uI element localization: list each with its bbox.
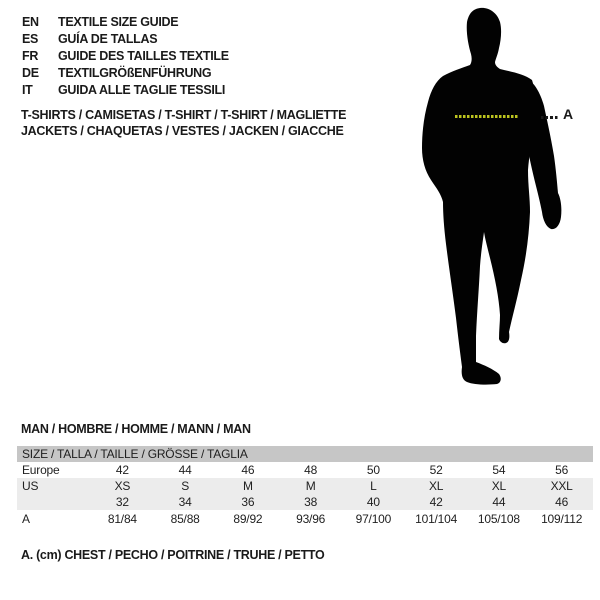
chest-measure-dash-on-body <box>455 115 519 118</box>
table-cell: 89/92 <box>233 512 263 526</box>
table-cell: XS <box>114 479 131 493</box>
table-cell: 46 <box>555 495 569 509</box>
language-label: TEXTILGRÖßENFÜHRUNG <box>58 66 212 80</box>
language-row-en <box>22 14 229 31</box>
table-cell: 44 <box>178 463 192 477</box>
table-row-us <box>17 478 593 494</box>
table-cell: 56 <box>555 463 569 477</box>
size-table <box>17 446 593 528</box>
table-cell: 32 <box>115 495 129 509</box>
size-table-header: SIZE / TALLA / TAILLE / GRÖSSE / TAGLIA <box>17 446 593 462</box>
language-code: FR <box>22 49 39 63</box>
table-row-chest-a <box>17 510 593 528</box>
language-row-de <box>22 65 229 82</box>
row-label <box>17 494 91 510</box>
table-cell: 42 <box>115 463 129 477</box>
table-cell: 34 <box>178 495 192 509</box>
row-label: Europe <box>22 463 60 477</box>
table-cell: 42 <box>429 495 443 509</box>
table-cell: 54 <box>492 463 506 477</box>
language-label: GUIDE DES TAILLES TEXTILE <box>58 49 229 63</box>
language-guide-list <box>22 14 229 99</box>
row-label: US <box>22 479 39 493</box>
category-line-jackets: JACKETS / CHAQUETAS / VESTES / JACKEN / GIACCHE <box>21 124 344 138</box>
garment-categories <box>21 107 346 139</box>
man-silhouette <box>400 0 600 400</box>
chest-measure-label-a: A <box>563 106 574 122</box>
language-code: DE <box>22 66 39 80</box>
table-cell: 81/84 <box>107 512 137 526</box>
table-cell: 40 <box>366 495 380 509</box>
table-cell: 93/96 <box>296 512 326 526</box>
language-row-es <box>22 31 229 48</box>
table-cell: S <box>181 479 190 493</box>
language-label: TEXTILE SIZE GUIDE <box>58 15 179 29</box>
language-code: EN <box>22 15 39 29</box>
language-code: ES <box>22 32 39 46</box>
category-line-tshirts: T-SHIRTS / CAMISETAS / T-SHIRT / T-SHIRT / MAGLIETTE <box>21 108 347 122</box>
table-cell: L <box>370 479 377 493</box>
table-cell: 52 <box>429 463 443 477</box>
table-cell: 85/88 <box>170 512 200 526</box>
table-cell: 38 <box>304 495 318 509</box>
language-row-it <box>22 82 229 99</box>
measurement-footnote: A. (cm) CHEST / PECHO / POITRINE / TRUHE / PETTO <box>21 548 325 562</box>
table-row-europe <box>17 462 593 478</box>
row-label: A <box>22 512 30 526</box>
language-label: GUÍA DE TALLAS <box>58 32 158 46</box>
table-cell: 101/104 <box>415 512 458 526</box>
table-cell: M <box>305 479 316 493</box>
table-cell: 44 <box>492 495 506 509</box>
table-cell: XL <box>491 479 507 493</box>
silhouette-body-path <box>422 8 535 385</box>
table-cell: M <box>242 479 253 493</box>
section-title-man: MAN / HOMBRE / HOMME / MANN / MAN <box>21 422 251 436</box>
language-label: GUIDA ALLE TAGLIE TESSILI <box>58 83 226 97</box>
table-cell: XXL <box>550 479 573 493</box>
language-row-fr <box>22 48 229 65</box>
table-row-numeric <box>17 494 593 510</box>
language-code: IT <box>22 83 33 97</box>
table-cell: 46 <box>241 463 255 477</box>
table-cell: 48 <box>304 463 318 477</box>
table-cell: 97/100 <box>355 512 392 526</box>
chest-measure-dash-off-body <box>541 116 559 119</box>
table-cell: 105/108 <box>477 512 520 526</box>
table-cell: 36 <box>241 495 255 509</box>
table-cell: 109/112 <box>541 512 583 526</box>
table-cell: 50 <box>366 463 380 477</box>
table-cell: XL <box>428 479 444 493</box>
